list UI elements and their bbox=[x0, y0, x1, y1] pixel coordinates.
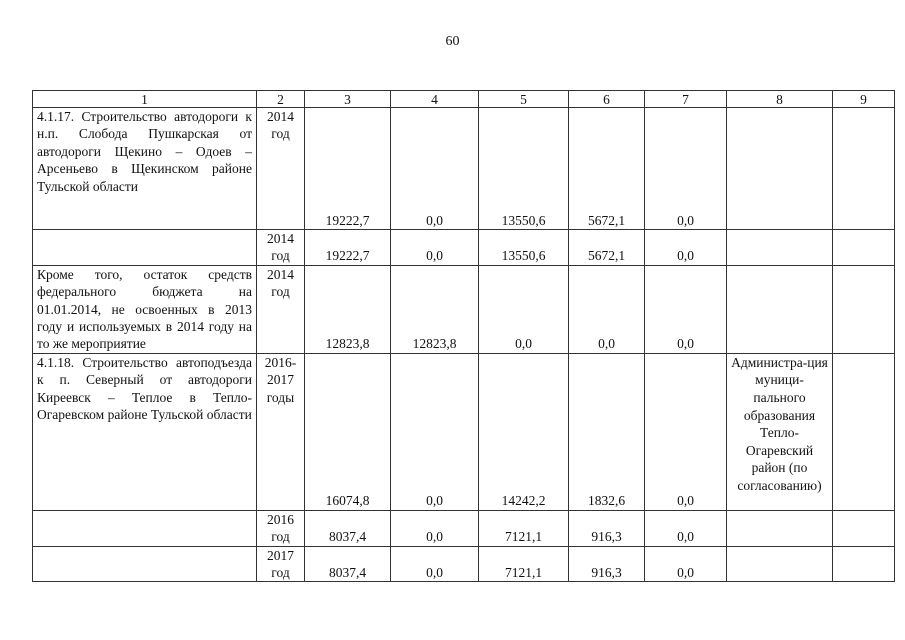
value-cell-7: 0,0 bbox=[645, 108, 727, 230]
period-cell: 2014 год bbox=[257, 230, 305, 266]
total-cell: 12823,8 bbox=[305, 265, 391, 353]
executor-cell bbox=[727, 265, 833, 353]
header-cell: 8 bbox=[727, 91, 833, 108]
header-cell: 3 bbox=[305, 91, 391, 108]
value-cell-6: 1832,6 bbox=[569, 353, 645, 510]
table-row bbox=[33, 108, 895, 230]
value-cell-6: 5672,1 bbox=[569, 108, 645, 230]
header-cell: 2 bbox=[257, 91, 305, 108]
header-cell: 7 bbox=[645, 91, 727, 108]
federal-cell: 0,0 bbox=[391, 353, 479, 510]
period-cell: 2014 год bbox=[257, 108, 305, 230]
value-cell-9 bbox=[833, 108, 895, 230]
federal-cell: 12823,8 bbox=[391, 265, 479, 353]
activity-name-cell: Кроме того, остаток средств федерального бюджета на 01.01.2014, не освоенных в 2013 году и используемых в 2014 году на то же мероприятие bbox=[33, 265, 257, 353]
value-cell-7: 0,0 bbox=[645, 230, 727, 266]
activity-name-cell bbox=[33, 546, 257, 582]
value-cell-5: 7121,1 bbox=[479, 546, 569, 582]
period-cell: 2016 год bbox=[257, 510, 305, 546]
value-cell-5: 13550,6 bbox=[479, 108, 569, 230]
value-cell-9 bbox=[833, 510, 895, 546]
period-cell: 2017 год bbox=[257, 546, 305, 582]
period-cell: 2014 год bbox=[257, 265, 305, 353]
executor-cell bbox=[727, 230, 833, 266]
executor-cell: Администра-ция муници-пального образования Тепло-Огаревский район (по согласованию) bbox=[727, 353, 833, 510]
table-row bbox=[33, 546, 895, 582]
value-cell-9 bbox=[833, 546, 895, 582]
table-row bbox=[33, 510, 895, 546]
value-cell-7: 0,0 bbox=[645, 546, 727, 582]
executor-cell bbox=[727, 108, 833, 230]
header-cell: 4 bbox=[391, 91, 479, 108]
value-cell-7: 0,0 bbox=[645, 353, 727, 510]
value-cell-9 bbox=[833, 230, 895, 266]
header-cell: 1 bbox=[33, 91, 257, 108]
header-cell: 6 bbox=[569, 91, 645, 108]
value-cell-9 bbox=[833, 265, 895, 353]
page-number: 60 bbox=[445, 34, 460, 49]
table-row bbox=[33, 230, 895, 266]
total-cell: 16074,8 bbox=[305, 353, 391, 510]
value-cell-6: 916,3 bbox=[569, 510, 645, 546]
federal-cell: 0,0 bbox=[391, 108, 479, 230]
table-row bbox=[33, 353, 895, 510]
value-cell-7: 0,0 bbox=[645, 510, 727, 546]
value-cell-5: 0,0 bbox=[479, 265, 569, 353]
table-row bbox=[33, 265, 895, 353]
value-cell-5: 14242,2 bbox=[479, 353, 569, 510]
federal-cell: 0,0 bbox=[391, 546, 479, 582]
total-cell: 8037,4 bbox=[305, 510, 391, 546]
federal-cell: 0,0 bbox=[391, 230, 479, 266]
total-cell: 8037,4 bbox=[305, 546, 391, 582]
budget-table bbox=[32, 90, 895, 582]
period-cell: 2016-2017 годы bbox=[257, 353, 305, 510]
value-cell-5: 7121,1 bbox=[479, 510, 569, 546]
total-cell: 19222,7 bbox=[305, 108, 391, 230]
total-cell: 19222,7 bbox=[305, 230, 391, 266]
value-cell-6: 0,0 bbox=[569, 265, 645, 353]
executor-cell bbox=[727, 510, 833, 546]
table-header-row bbox=[33, 91, 895, 108]
activity-name-cell bbox=[33, 510, 257, 546]
activity-name-cell: 4.1.17. Строительство автодороги к н.п. Слобода Пушкарская от автодороги Щекино – Одоев – Арсеньево в Щекинском районе Тульской области bbox=[33, 108, 257, 230]
header-cell: 5 bbox=[479, 91, 569, 108]
executor-cell bbox=[727, 546, 833, 582]
value-cell-5: 13550,6 bbox=[479, 230, 569, 266]
value-cell-7: 0,0 bbox=[645, 265, 727, 353]
activity-name-cell bbox=[33, 230, 257, 266]
activity-name-cell: 4.1.18. Строительство автоподъезда к п. Северный от автодороги Киреевск – Теплое в Тепло-Огаревском районе Тульской области bbox=[33, 353, 257, 510]
value-cell-6: 916,3 bbox=[569, 546, 645, 582]
header-cell: 9 bbox=[833, 91, 895, 108]
federal-cell: 0,0 bbox=[391, 510, 479, 546]
value-cell-9 bbox=[833, 353, 895, 510]
value-cell-6: 5672,1 bbox=[569, 230, 645, 266]
